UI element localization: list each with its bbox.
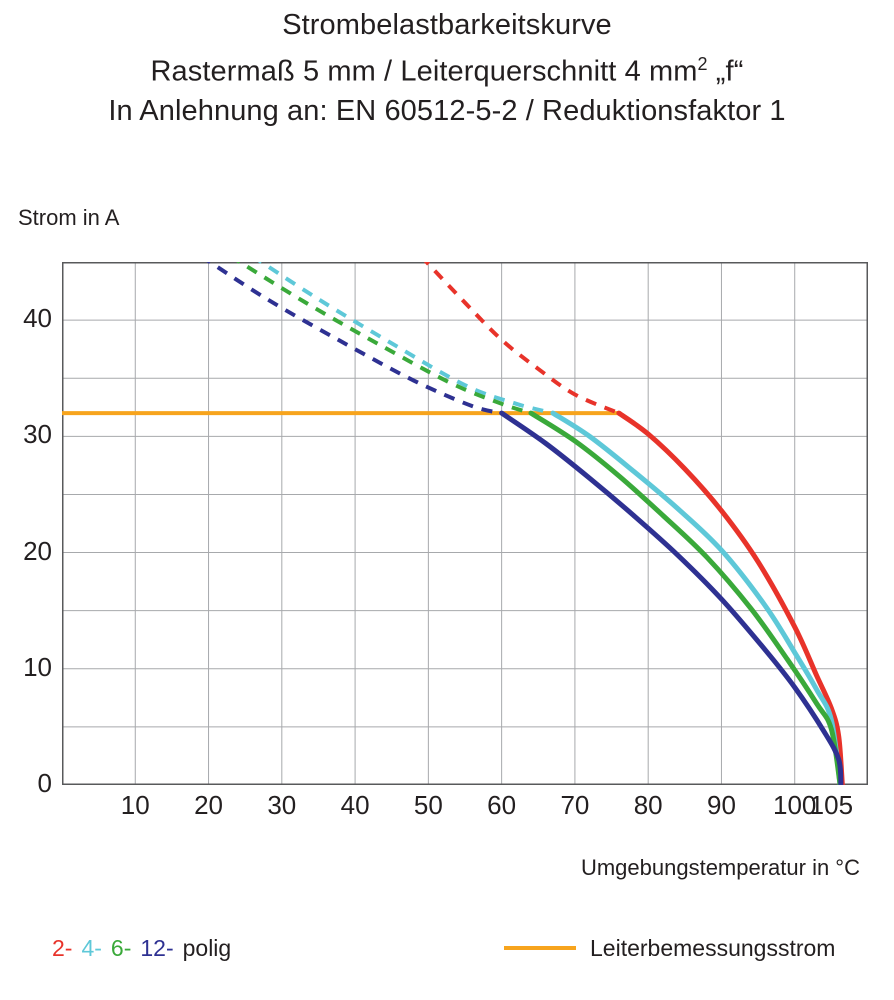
- y-axis-label: Strom in A: [18, 205, 120, 230]
- y-axis-tick: 0: [37, 768, 52, 798]
- chart-plot-area: [62, 262, 868, 785]
- y-axis-tick: 20: [23, 535, 52, 566]
- legend-poles-suffix: polig: [182, 935, 232, 961]
- legend-rated-current-swatch: [504, 946, 576, 950]
- plot-frame: [63, 263, 868, 785]
- series-solid-4-polig: [553, 413, 840, 785]
- series-dashed-6-polig: [231, 262, 531, 413]
- legend-item-2-polig: 2-: [52, 935, 73, 961]
- title-line-2: [0, 45, 894, 92]
- legend-rated-current: [504, 935, 835, 962]
- x-axis-tick: 100: [773, 790, 817, 820]
- x-axis-tick: 90: [706, 790, 736, 820]
- chart-legend: [0, 935, 894, 985]
- series-solid-2-polig: [619, 413, 842, 785]
- y-axis-tick: 10: [23, 651, 52, 682]
- x-axis-tick: 80: [633, 790, 663, 820]
- chart-canvas: [62, 262, 868, 785]
- x-axis-tick: 70: [560, 790, 590, 820]
- legend-rated-current-label: Leiterbemessungsstrom: [590, 935, 836, 961]
- title-line-1: Strombelastbarkeitskurve: [282, 9, 612, 41]
- y-axis-tick: 40: [23, 303, 52, 334]
- title-line-2-main: Rastermaß 5 mm / Leiterquerschnitt 4 mm: [150, 55, 698, 88]
- y-axis-tick: 30: [23, 419, 52, 450]
- legend-item-4-polig: 4-: [81, 935, 102, 961]
- series-dashed-12-polig: [201, 262, 501, 413]
- title-line-2-superscript: 2: [697, 54, 708, 74]
- legend-item-6-polig: 6-: [110, 935, 132, 961]
- x-axis-tick: 50: [413, 790, 443, 820]
- x-axis-tick: 20: [194, 790, 223, 820]
- chart-title-block: [0, 0, 894, 131]
- x-axis-label: Umgebungstemperatur in °C: [580, 855, 860, 880]
- legend-poles: [52, 935, 240, 962]
- x-axis-tick: 30: [267, 790, 297, 820]
- legend-item-12-polig: 12-: [140, 935, 174, 961]
- x-axis-tick: 40: [340, 790, 370, 820]
- series-solid-12-polig: [502, 413, 841, 785]
- title-line-2-suffix: „f“: [707, 55, 744, 88]
- title-line-3: In Anlehnung an: EN 60512-5-2 / Reduktionsfaktor 1: [108, 94, 786, 127]
- series-dashed-4-polig: [253, 262, 553, 413]
- x-axis-tick: 10: [120, 790, 150, 820]
- series-dashed-2-polig: [421, 262, 619, 413]
- x-axis-tick: 105: [809, 790, 854, 820]
- x-axis-tick: 60: [487, 790, 517, 820]
